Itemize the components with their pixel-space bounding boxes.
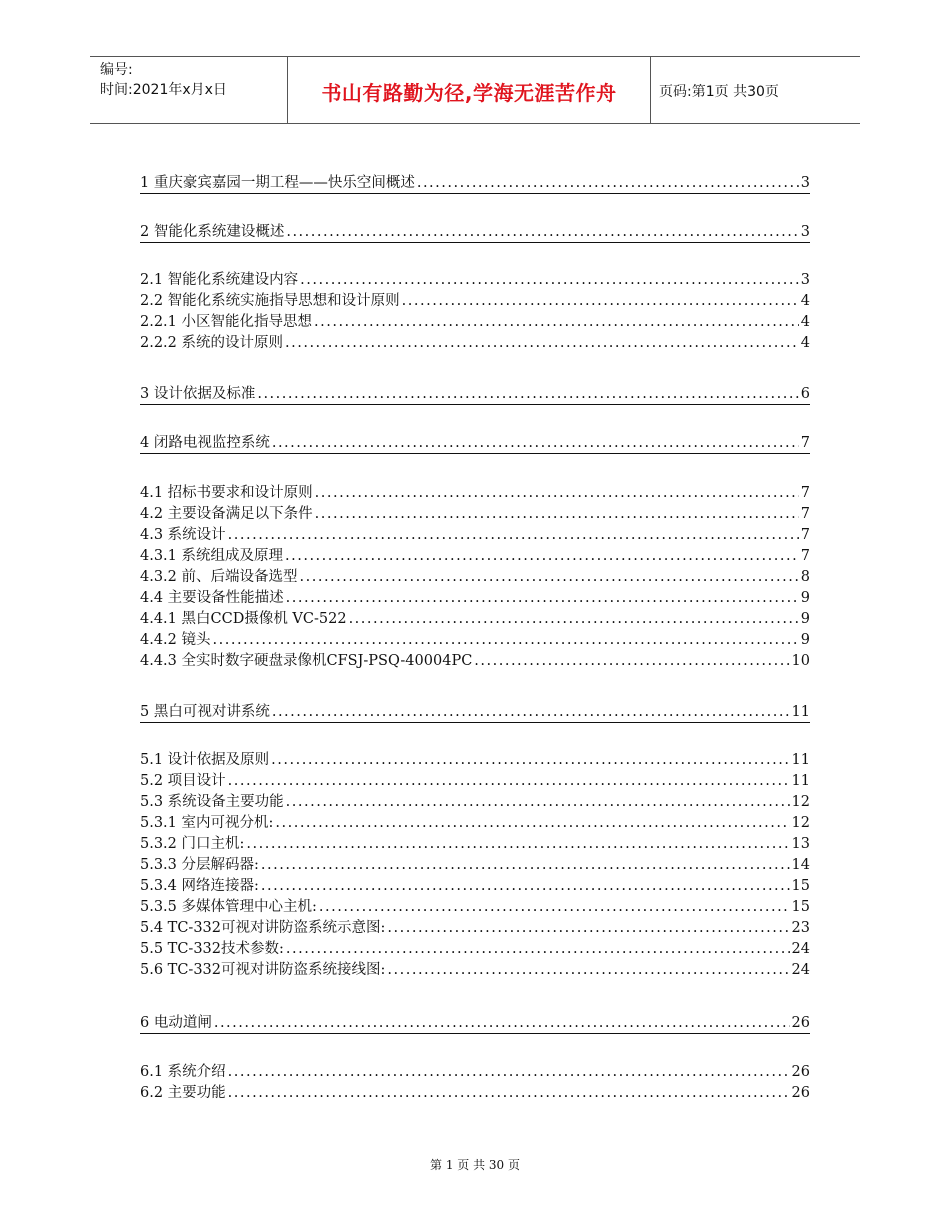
toc-entry-label: 5.2 项目设计 [140,773,226,789]
toc-dot-leader [474,651,789,671]
toc-entry-label: 2.2.2 系统的设计原则 [140,335,284,351]
toc-entry-page: 12 [791,815,810,831]
toc-entry-label: 4 闭路电视监控系统 [140,435,270,451]
toc-entry[interactable] [140,834,810,854]
toc-entry-page: 23 [791,920,810,936]
toc-entry[interactable] [140,1062,810,1082]
toc-entry-page: 7 [800,435,810,451]
toc-entry-label: 1 重庆豪宾嘉园一期工程——快乐空间概述 [140,175,415,191]
toc-entry-label: 2.2.1 小区智能化指导思想 [140,314,313,330]
toc-dot-leader [228,1062,790,1082]
toc-entry-page: 24 [791,962,810,978]
toc-entry[interactable] [140,173,810,194]
toc-entry[interactable] [140,771,810,791]
toc-entry-page: 3 [800,224,810,240]
toc-entry[interactable] [140,504,810,524]
toc-dot-leader [315,504,799,524]
header-motto: 书山有路勤为径,学海无涯苦作舟 [321,81,617,105]
toc-entry-page: 12 [791,794,810,810]
toc-dot-leader [285,333,799,353]
toc-dot-leader [300,270,799,290]
toc-entry[interactable] [140,1013,810,1034]
toc-entry-page: 26 [791,1085,810,1101]
toc-entry-label: 5.3.1 室内可视分机: [140,815,274,831]
toc-dot-leader [213,630,799,650]
toc-dot-leader [257,384,798,404]
toc-entry-label: 5.3.5 多媒体管理中心主机: [140,899,317,915]
toc-entry-label: 5.3.2 门口主机: [140,836,245,852]
toc-dot-leader [271,750,789,770]
toc-dot-leader [319,897,790,917]
toc-entry-label: 5.6 TC-332可视对讲防盗系统接线图: [140,962,386,978]
toc-entry-page: 24 [791,941,810,957]
toc-entry[interactable] [140,1083,810,1103]
toc-entry[interactable] [140,609,810,629]
toc-entry[interactable] [140,567,810,587]
toc-entry-label: 5.3.4 网络连接器: [140,878,259,894]
toc-entry[interactable] [140,270,810,290]
toc-dot-leader [261,855,790,875]
header-time-label: 时间:2021年x月x日 [100,82,227,98]
toc-entry-label: 5.4 TC-332可视对讲防盗系统示意图: [140,920,386,936]
header-page-label: 页码:第1页 共30页 [659,84,779,100]
toc-entry[interactable] [140,876,810,896]
toc-entry-page: 15 [791,899,810,915]
toc-entry[interactable] [140,939,810,959]
toc-entry[interactable] [140,222,810,243]
toc-dot-leader [314,312,799,332]
toc-entry[interactable] [140,384,810,405]
toc-dot-leader [349,609,799,629]
toc-dot-leader [228,1083,790,1103]
toc-entry[interactable] [140,792,810,812]
toc-entry-page: 11 [791,773,810,789]
toc-entry[interactable] [140,588,810,608]
toc-entry-label: 2.2 智能化系统实施指导思想和设计原则 [140,293,400,309]
toc-entry-page: 15 [791,878,810,894]
header-meta [100,60,227,100]
toc-dot-leader [261,876,790,896]
toc-entry-label: 2.1 智能化系统建设内容 [140,272,299,288]
toc-entry-page: 11 [791,752,810,768]
toc-entry-label: 2 智能化系统建设概述 [140,224,285,240]
header-number-label: 编号: [100,62,133,78]
toc-entry[interactable] [140,750,810,770]
toc-dot-leader [387,960,789,980]
toc-entry-page: 9 [800,590,810,606]
toc-entry[interactable] [140,960,810,980]
toc-entry-page: 7 [800,548,810,564]
toc-entry-label: 5.5 TC-332技术参数: [140,941,284,957]
toc-dot-leader [402,291,799,311]
toc-entry-label: 6.2 主要功能 [140,1085,226,1101]
toc-entry-page: 9 [800,611,810,627]
toc-entry-page: 4 [800,314,810,330]
toc-entry[interactable] [140,333,810,353]
toc-entry-label: 4.4 主要设备性能描述 [140,590,284,606]
toc-entry-page: 7 [800,506,810,522]
page-footer: 第 1 页 共 30 页 [430,1158,520,1172]
toc-entry-page: 4 [800,335,810,351]
toc-entry-page: 3 [800,272,810,288]
toc-entry-page: 10 [791,653,810,669]
toc-dot-leader [285,546,799,566]
toc-dot-leader [214,1013,790,1033]
toc-entry-label: 4.4.1 黑白CCD摄像机 VC-522 [140,611,347,627]
toc-entry-label: 3 设计依据及标准 [140,386,256,402]
toc-entry-label: 5.3 系统设备主要功能 [140,794,284,810]
toc-dot-leader [272,433,799,453]
toc-entry-page: 26 [791,1064,810,1080]
toc-entry-label: 4.4.3 全实时数字硬盘录像机CFSJ-PSQ-40004PC [140,653,473,669]
toc-entry-label: 5 黑白可视对讲系统 [140,704,270,720]
toc-entry-label: 6 电动道闸 [140,1015,212,1031]
toc-entry-page: 4 [800,293,810,309]
toc-entry-label: 5.1 设计依据及原则 [140,752,270,768]
toc-dot-leader [286,792,790,812]
toc-dot-leader [286,939,790,959]
toc-dot-leader [387,918,789,938]
toc-entry-label: 5.3.3 分层解码器: [140,857,259,873]
toc-dot-leader [246,834,789,854]
toc-entry-label: 4.4.2 镜头 [140,632,211,648]
toc-entry-label: 4.1 招标书要求和设计原则 [140,485,313,501]
toc-dot-leader [272,702,790,722]
toc-entry[interactable] [140,855,810,875]
toc-entry-page: 8 [800,569,810,585]
toc-entry[interactable] [140,702,810,723]
toc-entry-page: 3 [800,175,810,191]
page-header [90,56,860,124]
toc-entry[interactable] [140,813,810,833]
toc-dot-leader [228,525,799,545]
toc-entry[interactable] [140,312,810,332]
toc-entry[interactable] [140,433,810,454]
toc-dot-leader [275,813,789,833]
toc-entry[interactable] [140,651,810,671]
toc-entry-label: 6.1 系统介绍 [140,1064,226,1080]
toc-entry-label: 4.3.1 系统组成及原理 [140,548,284,564]
toc-entry-page: 14 [791,857,810,873]
toc-entry[interactable] [140,897,810,917]
toc-entry[interactable] [140,546,810,566]
toc-entry[interactable] [140,291,810,311]
toc-entry-label: 4.3.2 前、后端设备选型 [140,569,298,585]
toc-entry-page: 6 [800,386,810,402]
toc-entry-page: 11 [791,704,810,720]
toc-dot-leader [315,483,799,503]
toc-entry-page: 26 [791,1015,810,1031]
toc-entry-label: 4.3 系统设计 [140,527,226,543]
header-divider [650,57,651,123]
toc-entry[interactable] [140,918,810,938]
toc-entry-label: 4.2 主要设备满足以下条件 [140,506,313,522]
toc-dot-leader [286,222,798,242]
toc-entry[interactable] [140,483,810,503]
toc-dot-leader [228,771,790,791]
toc-entry[interactable] [140,525,810,545]
toc-entry-page: 9 [800,632,810,648]
toc-entry-page: 13 [791,836,810,852]
toc-entry-page: 7 [800,485,810,501]
toc-entry-page: 7 [800,527,810,543]
toc-dot-leader [286,588,799,608]
toc-entry[interactable] [140,630,810,650]
toc-dot-leader [417,173,799,193]
toc-dot-leader [300,567,799,587]
